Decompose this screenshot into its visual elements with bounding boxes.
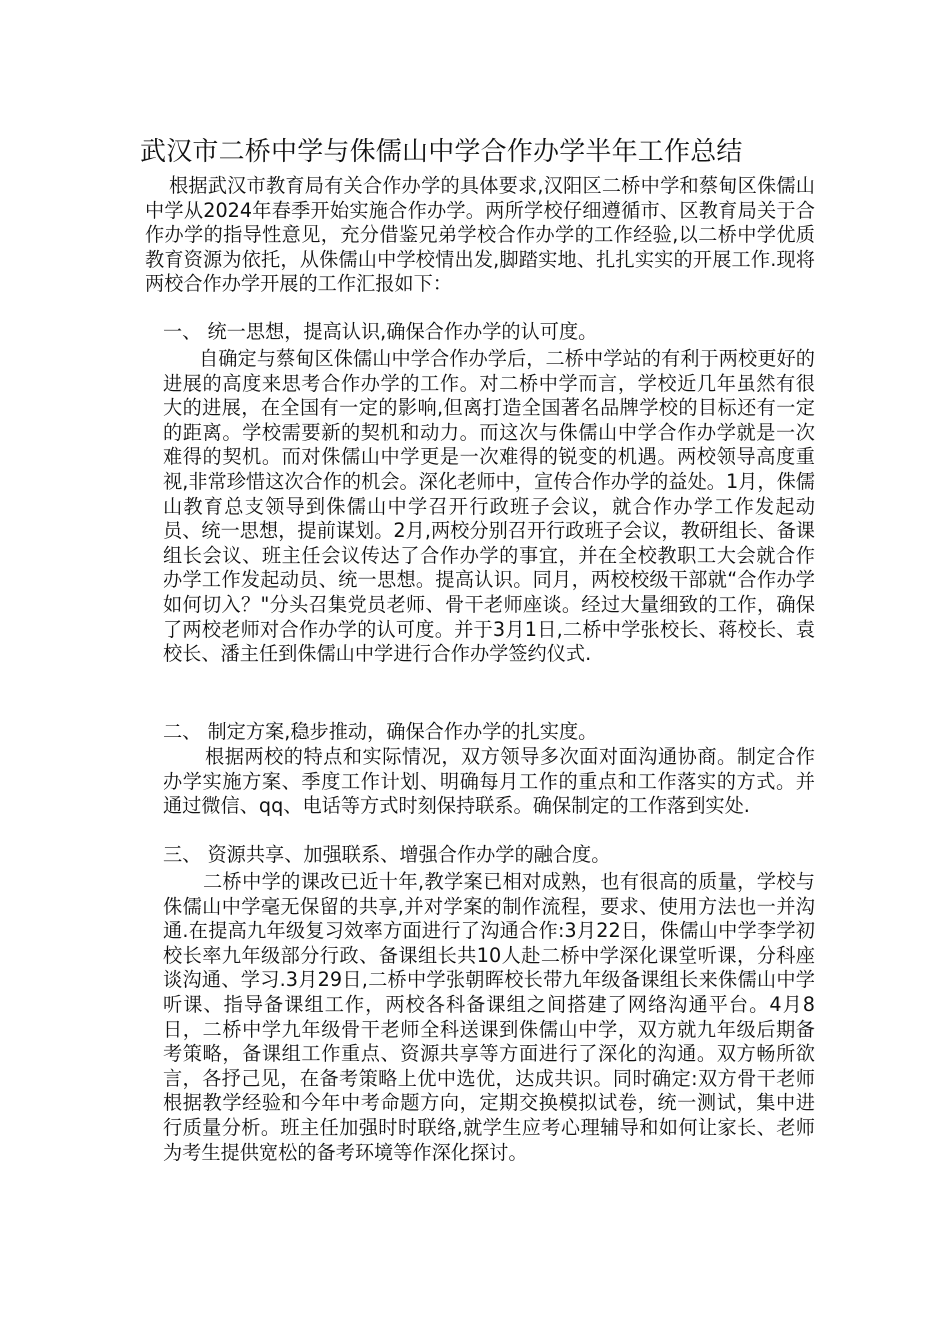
section-3-heading: 三、 资源共享、加强联系、增强合作办学的融合度。 — [163, 843, 611, 866]
section-2-heading: 二、 制定方案,稳步推动，确保合作办学的扎实度。 — [163, 720, 598, 743]
section-2-body: 根据两校的特点和实际情况，双方领导多次面对面沟通协商。制定合作办学实施方案、季度工作计划、明确每月工作的重点和工作落实的方式。并通过微信、qq、电话等方式时刻保持联系。确保制定的工作落到实处. — [163, 745, 815, 818]
section-1-body: 自确定与蔡甸区侏儒山中学合作办学后，二桥中学站的有利于两校更好的进展的高度来思考合作办学的工作。对二桥中学而言，学校近几年虽然有很大的进展，在全国有一定的影响,但离打造全国著名品牌学校的目标还有一定的距离。学校需要新的契机和动力。而这次与侏儒山中学合作办学就是一次难得的契机。而对侏儒山中学更是一次难得的锐变的机遇。两校领导高度重视,非常珍惜这次合作的机会。深化老师中，宣传合作办学的益处。1月，侏儒山教育总支领导到侏儒山中学召开行政班子会议，就合作办学工作发起动员、统一思想，提前谋划。2月,两校分别召开行政班子会议，教研组长、备课组长会议、班主任会议传达了合作办学的事宜，并在全校教职工大会就合作办学工作发起动员、统一思想。提高认识。同月，两校校级干部就“合作办学如何切入？"分头召集党员老师、骨干老师座谈。经过大量细致的工作，确保了两校老师对合作办学的认可度。并于3月1日,二桥中学张校长、蒋校长、袁校长、潘主任到侏儒山中学进行合作办学签约仪式. — [163, 347, 815, 666]
section-3-body: 二桥中学的课改已近十年,教学案已相对成熟，也有很高的质量，学校与侏儒山中学毫无保留的共享,并对学案的制作流程，要求、使用方法也一并沟通.在提高九年级复习效率方面进行了沟通合作:3月22日，侏儒山中学李学初校长率九年级部分行政、备课组长共10人赴二桥中学深化课堂听课，分科座谈沟通、学习.3月29日,二桥中学张朝晖校长带九年级备课组长来侏儒山中学听课、指导备课组工作，两校各科备课组之间搭建了网络沟通平台。4月8日，二桥中学九年级骨干老师全科送课到侏儒山中学，双方就九年级后期备考策略，备课组工作重点、资源共享等方面进行了深化的沟通。双方畅所欲言，各抒己见，在备考策略上优中选优，达成共识。同时确定:双方骨干老师根据教学经验和今年中考命题方向，定期交换模拟试卷，统一测试，集中进行质量分析。班主任加强时时联络,就学生应考心理辅导和如何让家长、老师为考生提供宽松的备考环境等作深化探讨。 — [163, 870, 815, 1164]
document-title: 武汉市二桥中学与侏儒山中学合作办学半年工作总结 — [140, 137, 743, 167]
intro-paragraph: 根据武汉市教育局有关合作办学的具体要求,汉阳区二桥中学和蔡甸区侏儒山中学从2024年春季开始实施合作办学。两所学校仔细遵循市、区教育局关于合作办学的指导性意见，充分借鉴兄弟学校合作办学的工作经验,以二桥中学优质教育资源为依托，从侏儒山中学校情出发,脚踏实地、扎扎实实的开展工作.现将两校合作办学开展的工作汇报如下： — [145, 174, 815, 295]
section-1-heading: 一、 统一思想，提高认识,确保合作办学的认可度。 — [163, 320, 598, 343]
